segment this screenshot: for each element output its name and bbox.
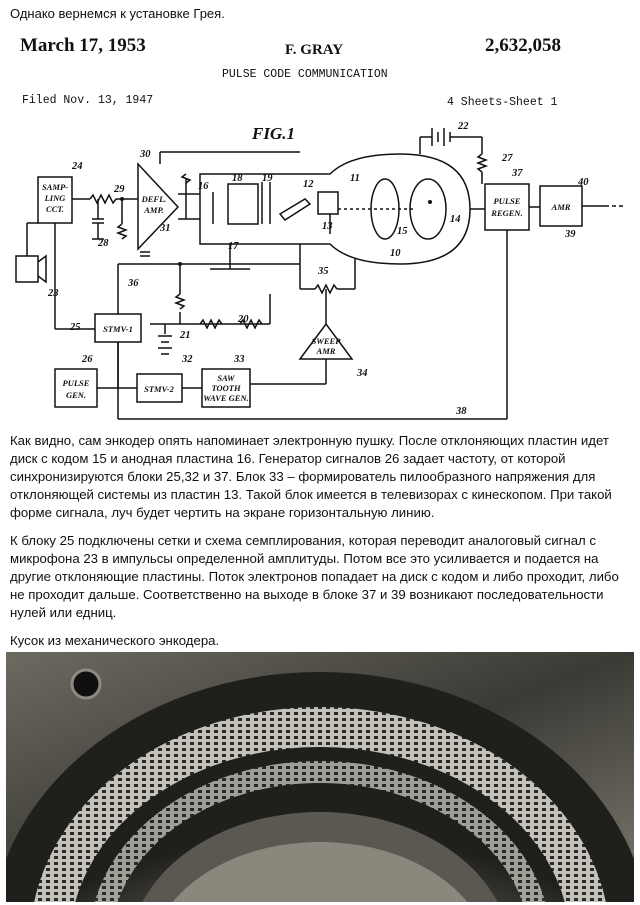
ref-21: 21	[180, 330, 191, 341]
ref-25: 25	[70, 322, 81, 333]
fig-label: FIG.1	[252, 124, 295, 143]
ref-16: 16	[198, 181, 209, 192]
pulse-regen-label-2: REGEN.	[491, 208, 523, 218]
ref-37: 37	[512, 168, 523, 179]
ref-23: 23	[48, 288, 59, 299]
defl-label-2: AMP.	[144, 205, 164, 215]
pulse-gen-label-2: GEN.	[65, 390, 87, 400]
ref-35: 35	[318, 266, 329, 277]
tube-envelope	[200, 154, 470, 264]
patent-filed: Filed Nov. 13, 1947	[22, 94, 154, 107]
microphone-icon	[16, 256, 38, 282]
pulse-regen-label-1: PULSE	[493, 196, 521, 206]
ref-24: 24	[72, 161, 83, 172]
ref-13: 13	[322, 221, 333, 232]
encoder-photo	[6, 652, 634, 902]
saw-label-1: SAW	[217, 373, 235, 383]
sampling-label-1: SAMP-	[42, 182, 68, 192]
ref-22: 22	[458, 121, 469, 132]
ref-36: 36	[128, 278, 139, 289]
paragraph-3: Кусок из механического энкодера.	[10, 633, 220, 648]
ref-38: 38	[456, 406, 467, 417]
ref-12: 12	[303, 179, 314, 190]
sampling-label-2: LING	[44, 193, 66, 203]
ref-30: 30	[140, 149, 151, 160]
ref-18: 18	[232, 173, 243, 184]
sampling-label-3: CCT.	[46, 204, 64, 214]
defl-label-1: DEFL.	[141, 194, 167, 204]
pulse-regen-box	[485, 184, 529, 230]
pulse-gen-box	[55, 369, 97, 407]
ref-17: 17	[228, 241, 239, 252]
ref-28: 28	[98, 238, 109, 249]
ref-20: 20	[238, 314, 249, 325]
ref-33: 33	[234, 354, 245, 365]
saw-label-2: TOOTH	[211, 383, 241, 393]
sweep-label-2: AMR	[316, 346, 336, 356]
ref-31: 31	[160, 223, 171, 234]
ref-26: 26	[82, 354, 93, 365]
ref-40: 40	[578, 177, 589, 188]
ref-32: 32	[182, 354, 193, 365]
stmv1-label: STMV-1	[103, 324, 133, 334]
ref-14: 14	[450, 214, 461, 225]
intro-text: Однако вернемся к установке Грея.	[10, 6, 225, 21]
patent-inventor: F. GRAY	[285, 42, 344, 58]
paragraph-1: Как видно, сам энкодер опять напоминает электронную пушку. После отклоняющих пластин идет диск с кодом 15 и анодная пластина 16. Генератор сигналов 26 задает частоту, от которой синхронизируются блоки 25,32 и 37. Блок 33 – формирователь пилообразного напряжения для отклоняющей системы из пластин 13. Такой блок имеется в телевизорах с кинескопом. При такой форме сигнала, луч будет чертить на экране горизонтальную линию.	[10, 433, 612, 520]
patent-title: PULSE CODE COMMUNICATION	[222, 68, 388, 81]
anode-plate	[410, 179, 446, 239]
ref-10: 10	[390, 248, 401, 259]
ref-19: 19	[262, 173, 273, 184]
paragraph-2: К блоку 25 подключены сетки и схема семплирования, которая переводит аналоговый сигнал с микрофона 23 в импульсы определенной амплитуды. Потом все это усиливается и подается на другие отклоняющие пластины. Поток электронов попадает на диск с кодом и либо проходит, либо не проходит дальше. Соответственно на выходе в блоке 37 и 39 возникают последовательности нулей или едниц.	[10, 533, 619, 620]
ref-34: 34	[357, 368, 368, 379]
patent-figure	[0, 24, 640, 424]
screw-hole	[72, 670, 100, 698]
ref-27: 27	[502, 153, 513, 164]
sweep-label-1: SWEEP	[311, 336, 341, 346]
stmv2-label: STMV-2	[144, 384, 174, 394]
amr-label: AMR	[551, 202, 571, 212]
ref-29: 29	[114, 184, 125, 195]
patent-number: 2,632,058	[485, 35, 561, 56]
patent-date: March 17, 1953	[20, 35, 146, 56]
ref-39: 39	[565, 229, 576, 240]
saw-label-3: WAVE GEN.	[203, 393, 249, 403]
ref-11: 11	[350, 173, 360, 184]
ref-15: 15	[397, 226, 408, 237]
patent-sheets: 4 Sheets-Sheet 1	[447, 96, 558, 109]
pulse-gen-label-1: PULSE	[62, 378, 90, 388]
